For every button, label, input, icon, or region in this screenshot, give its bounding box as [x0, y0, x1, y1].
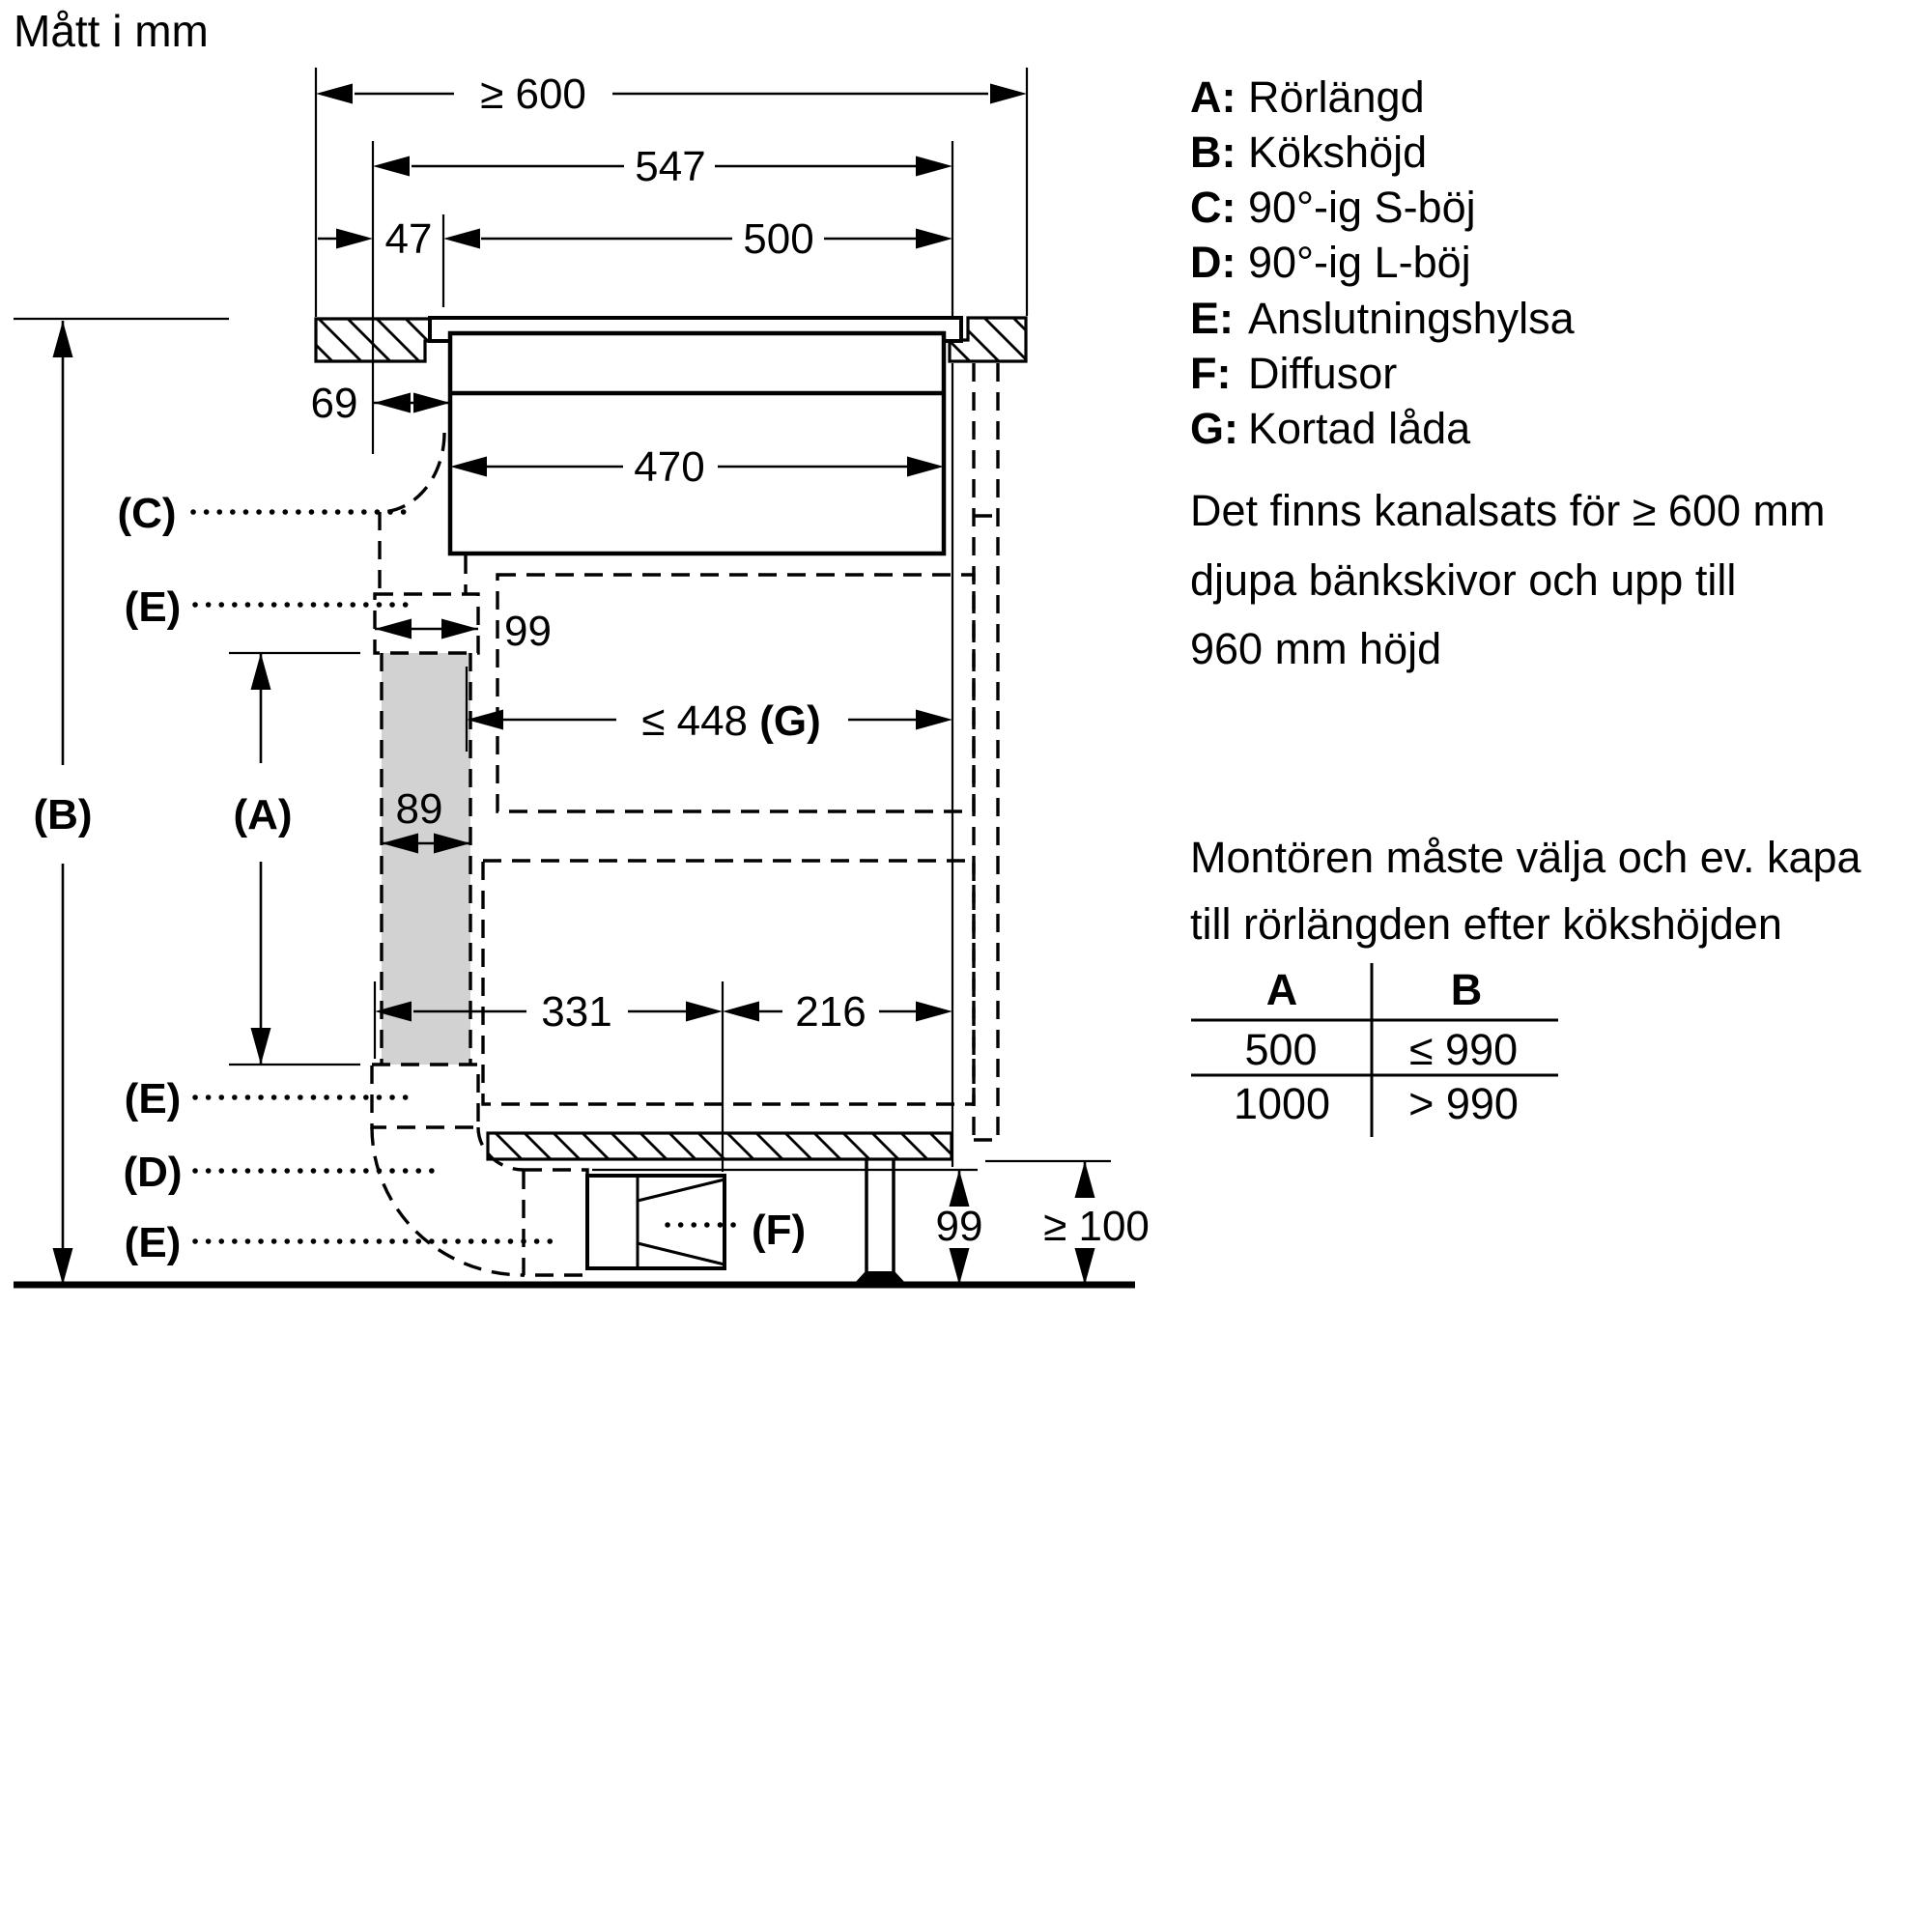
dim-drawer-cut-ref: (G) [759, 697, 821, 745]
callout-c-label: (C) [117, 490, 177, 537]
dim-cutout-outer-value: 547 [635, 143, 706, 190]
arrowhead-right-icon [916, 229, 952, 249]
legend-key-d: D: [1190, 238, 1236, 287]
connector-sleeve-lower [372, 1065, 478, 1127]
duct-tube-fill [382, 653, 470, 1065]
page-title: Mått i mm [14, 6, 209, 56]
legend-label-a: Rörlängd [1248, 72, 1425, 122]
dim-drawer-cut [467, 697, 952, 745]
legend-key-f: F: [1190, 349, 1232, 398]
legend-label-f: Diffusor [1248, 349, 1398, 398]
legend-item-g [1190, 404, 1471, 453]
dim-sleeve-width-value: 99 [504, 608, 552, 655]
legend-key-g: G: [1190, 404, 1238, 453]
arrowhead-down-icon [950, 1248, 970, 1285]
dim-cutout-inner [443, 215, 952, 263]
dim-hob-body-width-value: 470 [634, 443, 705, 491]
legend [1190, 72, 1576, 453]
arrowhead-up-icon [53, 321, 73, 357]
pipe-length-table [1191, 963, 1558, 1137]
arrowhead-left-icon [443, 229, 480, 249]
table-cell-a1: 500 [1244, 1025, 1318, 1074]
note1-line3: 960 mm höjd [1190, 624, 1442, 673]
arrowhead-left-icon [374, 393, 411, 413]
note2-line1: Montören måste välja och ev. kapa [1190, 833, 1861, 882]
dim-drawer-cut-number: ≤ 448 [641, 697, 760, 745]
legend-label-d: 90°-ig L-böj [1248, 238, 1471, 287]
dim-front-strip-value: 47 [384, 215, 433, 263]
callout-e-middle-label: (E) [124, 1075, 182, 1122]
dim-worktop-depth [316, 71, 1027, 118]
legend-item-c [1190, 183, 1476, 232]
cabinet-bottom-shelf [488, 1133, 952, 1159]
arrowhead-left-icon [375, 619, 412, 639]
dim-bend-run-value: 331 [541, 988, 612, 1036]
dim-worktop-depth-value: ≥ 600 [480, 71, 586, 118]
legend-label-c: 90°-ig S-böj [1248, 183, 1476, 232]
arrowhead-down-icon [1075, 1248, 1095, 1285]
dim-diffusor-run-value: 216 [795, 988, 867, 1036]
note1-line1: Det finns kanalsats för ≥ 600 mm [1190, 486, 1826, 535]
arrowhead-up-icon [950, 1170, 970, 1207]
legend-key-b: B: [1190, 128, 1236, 177]
legend-label-b: Kökshöjd [1248, 128, 1428, 177]
arrowhead-left-icon [723, 1002, 759, 1022]
dim-plinth-min [1043, 1161, 1150, 1285]
table-header-b: B [1450, 965, 1483, 1014]
arrowhead-up-icon [251, 653, 271, 690]
dim-drawer-cut-value [641, 697, 821, 745]
dim-cutout-inner-value: 500 [743, 215, 814, 263]
dim-hob-offset [311, 380, 450, 427]
callout-a-label: (A) [233, 791, 293, 838]
legend-item-a [1190, 72, 1425, 122]
dim-kitchen-height-b [33, 321, 92, 1285]
lower-drawer-outline [483, 861, 974, 1104]
diffusor-box [587, 1176, 724, 1268]
arrowhead-down-icon [251, 1028, 271, 1065]
dim-diffusor-run [723, 988, 952, 1036]
arrowhead-right-icon [686, 1002, 723, 1022]
callout-f-label: (F) [752, 1207, 807, 1254]
legend-label-e: Anslutningshylsa [1248, 294, 1575, 343]
legend-key-c: C: [1190, 183, 1236, 232]
callout-b-label: (B) [33, 791, 93, 838]
dim-front-strip [318, 215, 432, 263]
arrowhead-left-icon [467, 710, 503, 730]
legend-label-g: Kortad låda [1248, 404, 1471, 453]
arrowhead-left-icon [373, 156, 410, 177]
connector-sleeve-diffusor [524, 1170, 587, 1275]
arrowhead-left-icon [316, 84, 353, 104]
legend-item-e [1190, 294, 1576, 343]
legend-key-a: A: [1190, 72, 1236, 122]
dim-diffusor-height [936, 1170, 983, 1285]
legend-key-e: E: [1190, 294, 1234, 343]
arrowhead-right-icon [336, 229, 373, 249]
arrowhead-right-icon [990, 84, 1027, 104]
callout-d-label: (D) [123, 1149, 183, 1196]
legend-item-f [1190, 349, 1397, 398]
note-duct-kit [1190, 486, 1825, 673]
arrowhead-right-icon [916, 710, 952, 730]
legend-item-b [1190, 128, 1427, 177]
note2-line2: till rörlängden efter kökshöjden [1190, 899, 1782, 949]
dim-diffusor-height-value: 99 [935, 1203, 983, 1250]
note1-line2: djupa bänkskivor och upp till [1190, 555, 1737, 605]
dim-cutout-outer [373, 143, 952, 190]
table-header-a: A [1265, 965, 1298, 1014]
dim-duct-width-value: 89 [395, 785, 443, 833]
worktop-and-hob [316, 318, 1026, 554]
s-bend-outer-curve [380, 433, 444, 512]
arrowhead-up-icon [1075, 1161, 1095, 1198]
callout-e-upper-label: (E) [124, 583, 182, 631]
arrowhead-right-icon [441, 619, 478, 639]
dim-pipe-length-a [233, 653, 292, 1065]
arrowhead-right-icon [916, 156, 952, 177]
dim-sleeve-width [375, 608, 552, 655]
table-cell-b2: > 990 [1408, 1079, 1519, 1128]
arrowhead-right-icon [916, 1002, 952, 1022]
note-installer [1190, 833, 1862, 949]
table-cell-b1: ≤ 990 [1408, 1025, 1519, 1074]
legend-item-d [1190, 238, 1471, 287]
callout-e-lower-label: (E) [124, 1219, 182, 1266]
shortened-drawer-outline-g [497, 575, 974, 811]
arrowhead-down-icon [53, 1248, 73, 1285]
table-cell-a2: 1000 [1233, 1079, 1331, 1128]
arrowhead-right-icon [413, 393, 450, 413]
dim-plinth-min-value: ≥ 100 [1043, 1203, 1150, 1250]
dim-hob-offset-value: 69 [310, 380, 358, 427]
